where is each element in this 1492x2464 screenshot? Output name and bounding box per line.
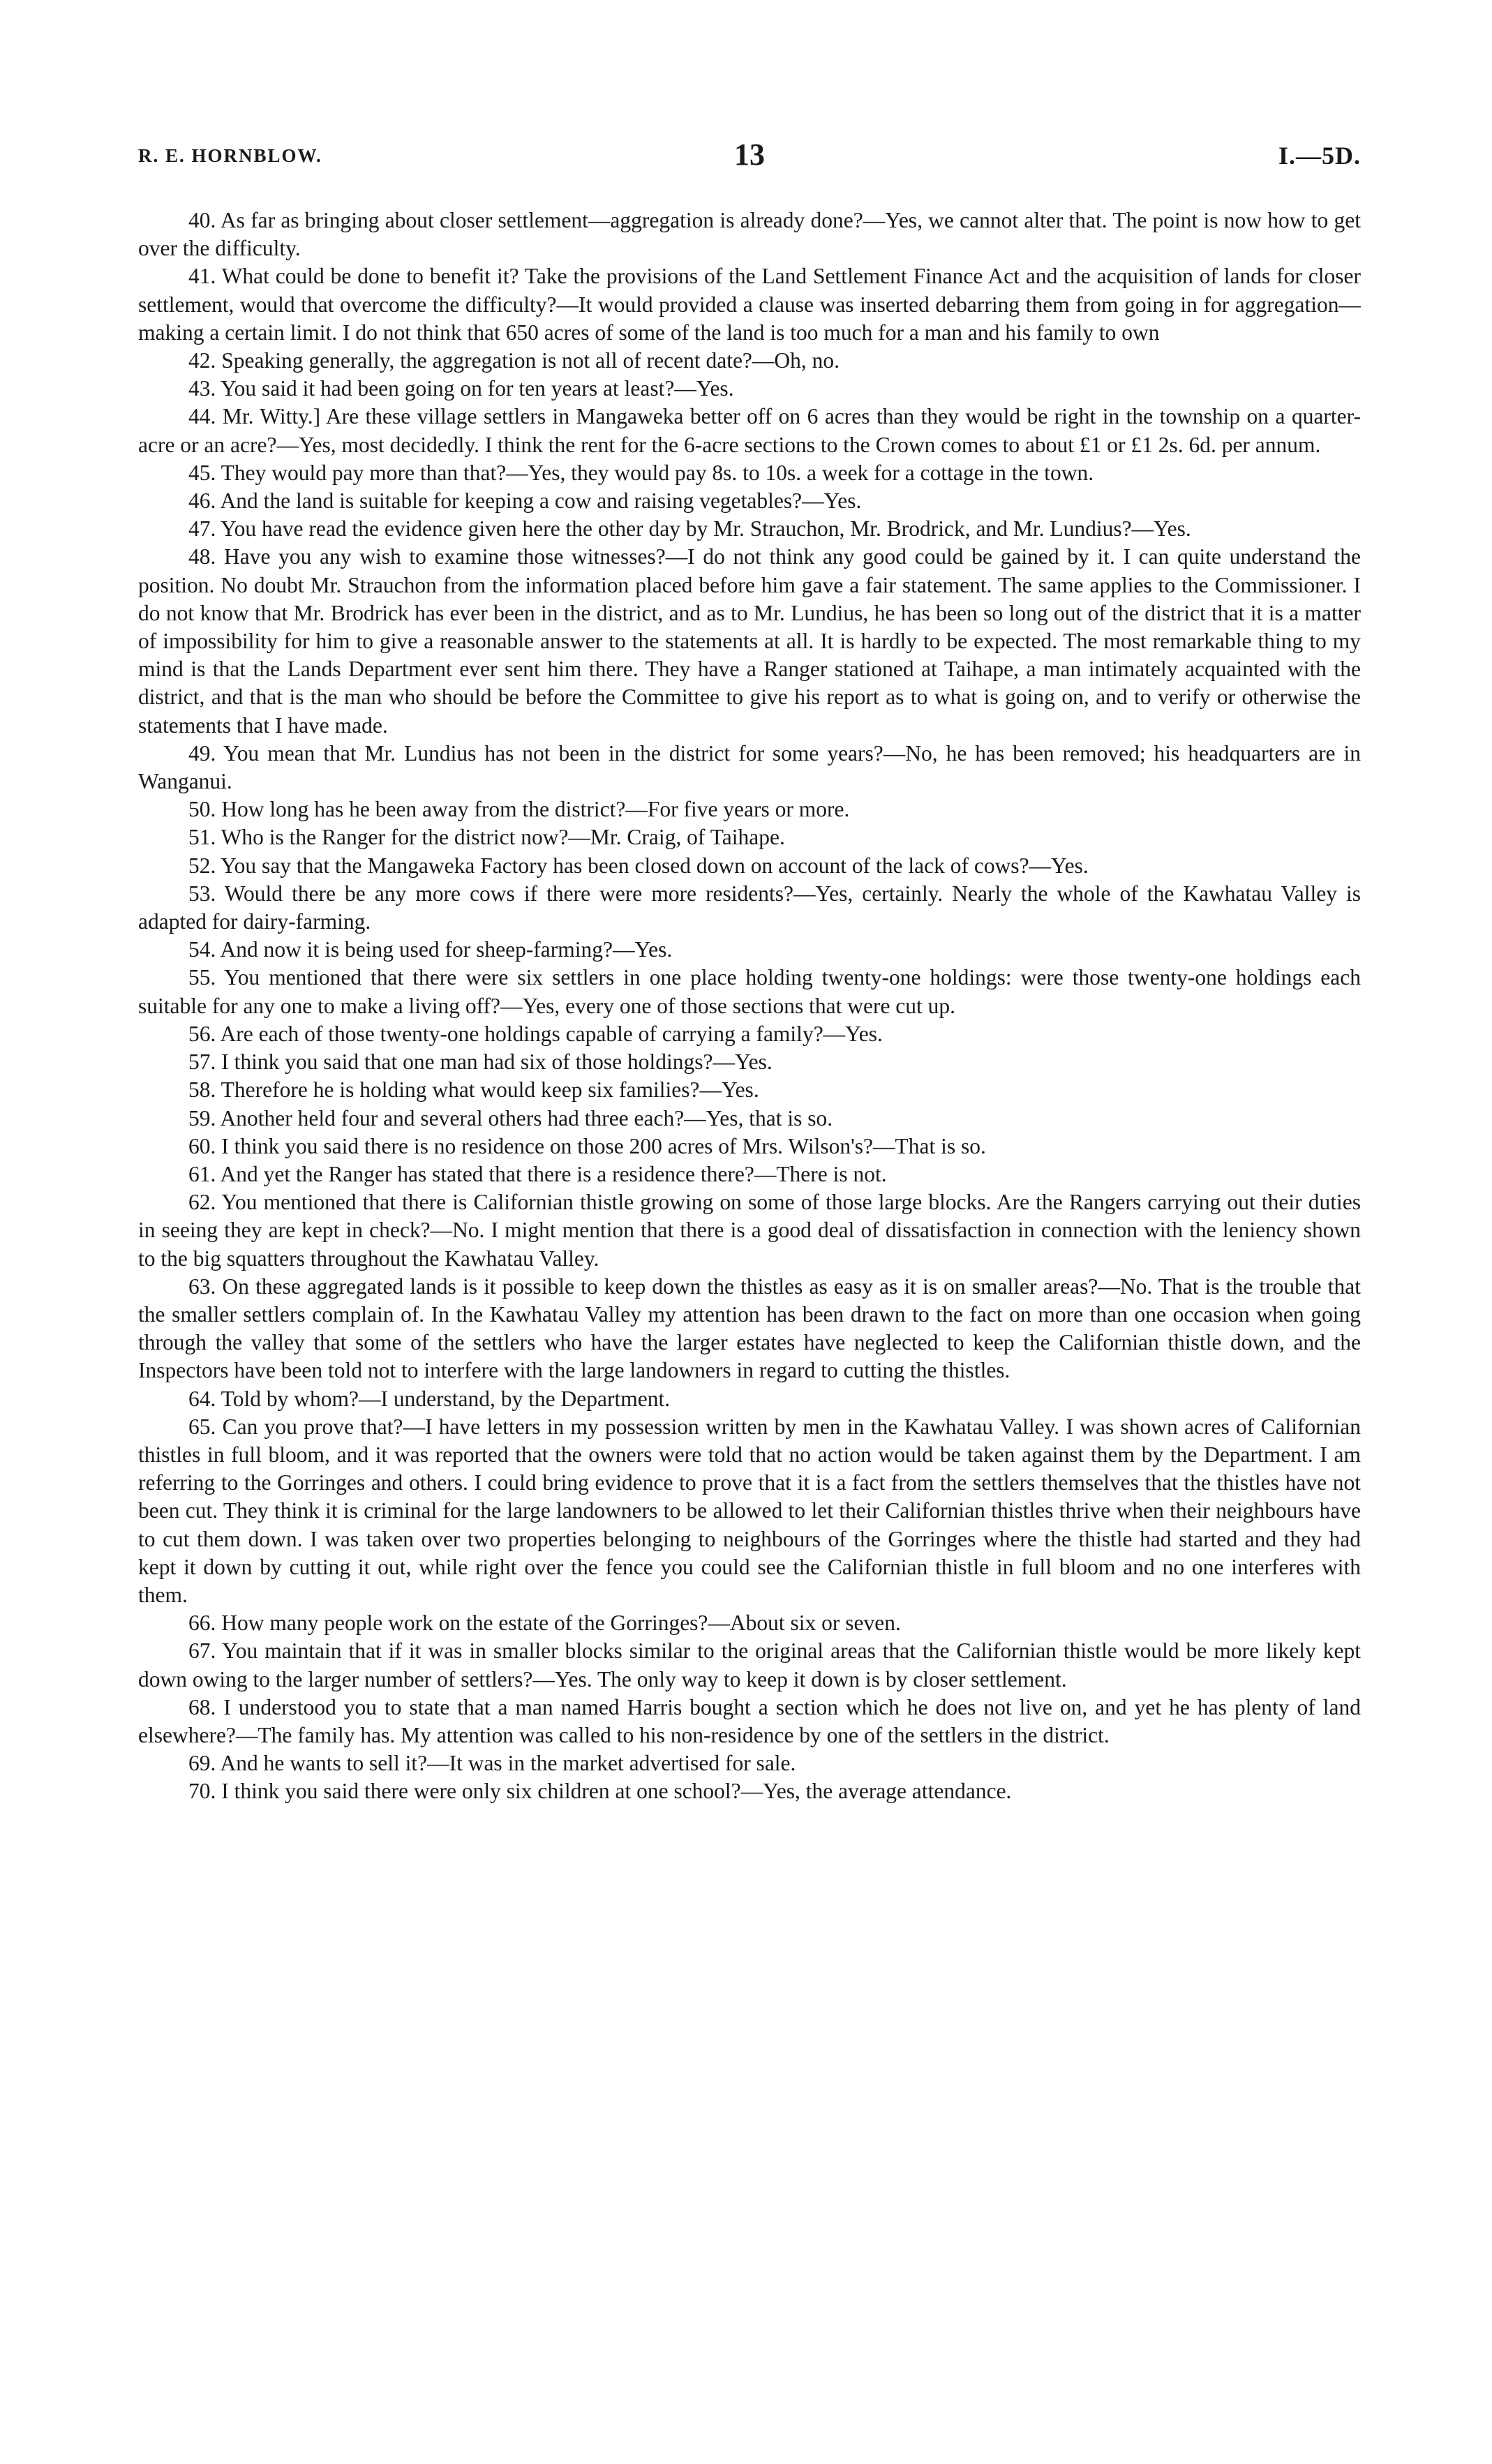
paragraph: 42. Speaking generally, the aggregation is not all of recent date?—Oh, no. xyxy=(188,348,840,373)
paragraph: 53. Would there be any more cows if there were more residents?—Yes, certainly. Nearly the whole of the Kawhatau Valley is adapted for dairy-farming. xyxy=(138,881,1361,934)
paragraph: 59. Another held four and several others had three each?—Yes, that is so. xyxy=(188,1105,833,1130)
paragraph: 49. You mean that Mr. Lundius has not been in the district for some years?—No, he has been removed; his headquarters are in Wanganui. xyxy=(138,740,1361,794)
header-author: R. E. HORNBLOW. xyxy=(138,145,322,166)
paragraph: 62. You mentioned that there is Californian thistle growing on some of those large blocks. Are the Rangers carrying out their duties in seeing they are kept in check?—No. I might mention that there is a good deal of dissatisfaction in connection with the leniency shown to the big squatters throughout the Kawhatau Valley. xyxy=(138,1190,1361,1271)
paragraph: 57. I think you said that one man had six of those holdings?—Yes. xyxy=(188,1050,773,1075)
paragraph: 70. I think you said there were only six children at one school?—Yes, the average attendance. xyxy=(188,1779,1012,1804)
paragraph: 69. And he wants to sell it?—It was in the market advertised for sale. xyxy=(188,1751,796,1776)
paragraph: 66. How many people work on the estate of the Gorringes?—About six or seven. xyxy=(188,1611,901,1636)
body-text xyxy=(138,207,1361,1806)
paragraph: 45. They would pay more than that?—Yes, they would pay 8s. to 10s. a week for a cottage in the town. xyxy=(188,460,1094,485)
paragraph: 46. And the land is suitable for keeping a cow and raising vegetables?—Yes. xyxy=(188,488,862,514)
paragraph: 65. Can you prove that?—I have letters in my possession written by men in the Kawhatau Valley. I was shown acres of Californian thistles in full bloom, and it was reported that the owners were told that no action would be taken against them by the Department. I am referring to the Gorringes and others. I could bring evidence to prove that it is a fact from the settlers themselves that the thistles have not been cut. They think it is criminal for the large landowners to be allowed to let their Californian thistles thrive when their neighbours have to cut them down. I was taken over two properties belonging to neighbours of the Gorringes where the thistle had started and they had kept it down by cutting it out, while right over the fence you could see the Californian thistle in full bloom and no one interferes with them. xyxy=(138,1414,1361,1607)
paragraph: 47. You have read the evidence given here the other day by Mr. Strauchon, Mr. Brodrick, and Mr. Lundius?—Yes. xyxy=(188,516,1191,542)
paragraph: 48. Have you any wish to examine those witnesses?—I do not think any good could be gained by it. I can quite understand the position. No doubt Mr. Strauchon from the information placed before him gave a fair statement. The same applies to the Commissioner. I do not know that Mr. Brodrick has ever been in the district, and as to Mr. Lundius, he has been so long out of the district that it is a matter of impossibility for him to give a reasonable answer to the statements at all. It is hardly to be expected. The most remarkable thing to my mind is that the Lands Department ever sent him there. They have a Ranger stationed at Taihape, a man intimately acquainted with the district, and that is the man who should be before the Committee to give his report as to what is going on, and to verify or otherwise the statements that I have made. xyxy=(138,544,1361,738)
paragraph: 50. How long has he been away from the district?—For five years or more. xyxy=(188,797,850,822)
paragraph: 56. Are each of those twenty-one holdings capable of carrying a family?—Yes. xyxy=(188,1021,883,1046)
paragraph: 64. Told by whom?—I understand, by the Department. xyxy=(188,1386,671,1411)
paragraph: 51. Who is the Ranger for the district now?—Mr. Craig, of Taihape. xyxy=(188,825,785,850)
paragraph: 61. And yet the Ranger has stated that there is a residence there?—There is not. xyxy=(188,1161,887,1186)
paragraph: 63. On these aggregated lands is it possible to keep down the thistles as easy as it is on smaller areas?—No. That is the trouble that the smaller settlers complain of. In the Kawhatau Valley my attention has been drawn to the fact on more than one occasion when going through the valley that some of the settlers who have the larger estates have neglected to keep the Californian thistle down, and the Inspectors have been told not to interfere with the large landowners in regard to cutting the thistles. xyxy=(138,1274,1361,1383)
paragraph: 41. What could be done to benefit it? Take the provisions of the Land Settlement Finance Act and the acquisition of lands for closer settlement, would that overcome the difficulty?—It would provided a clause was inserted debarring them from going in for aggregation—making a certain limit. I do not think that 650 acres of some of the land is too much for a man and his family to own xyxy=(138,264,1361,345)
page-header xyxy=(138,137,1361,179)
page-number: 13 xyxy=(734,137,765,172)
paragraph: 55. You mentioned that there were six settlers in one place holding twenty-one holdings: were those twenty-one holdings each suitable for any one to make a living off?—Yes, every one of those sections that were cut up. xyxy=(138,965,1361,1018)
paragraph: 54. And now it is being used for sheep-farming?—Yes. xyxy=(188,937,673,962)
header-reference: I.—5D. xyxy=(1278,142,1361,170)
paragraph: 43. You said it had been going on for ten years at least?—Yes. xyxy=(188,376,734,401)
paragraph: 60. I think you said there is no residence on those 200 acres of Mrs. Wilson's?—That is so. xyxy=(188,1133,986,1158)
paragraph: 44. Mr. Witty.] Are these village settlers in Mangaweka better off on 6 acres than they would be right in the township on a quarter-acre or an acre?—Yes, most decidedly. I think the rent for the 6-acre sections to the Crown comes to about £1 or £1 2s. 6d. per annum. xyxy=(138,404,1361,457)
paragraph: 40. As far as bringing about closer settlement—aggregation is already done?—Yes, we cannot alter that. The point is now how to get over the difficulty. xyxy=(138,208,1361,261)
paragraph: 68. I understood you to state that a man named Harris bought a section which he does not live on, and yet he has plenty of land elsewhere?—The family has. My attention was called to his non-residence by one of the settlers in the district. xyxy=(138,1694,1361,1747)
paragraph: 52. You say that the Mangaweka Factory has been closed down on account of the lack of cows?—Yes. xyxy=(188,853,1089,878)
paragraph: 58. Therefore he is holding what would keep six families?—Yes. xyxy=(188,1077,759,1103)
paragraph: 67. You maintain that if it was in smaller blocks similar to the original areas that the Californian thistle would be more likely kept down owing to the larger number of settlers?—Yes. The only way to keep it down is by closer settlement. xyxy=(138,1638,1361,1692)
